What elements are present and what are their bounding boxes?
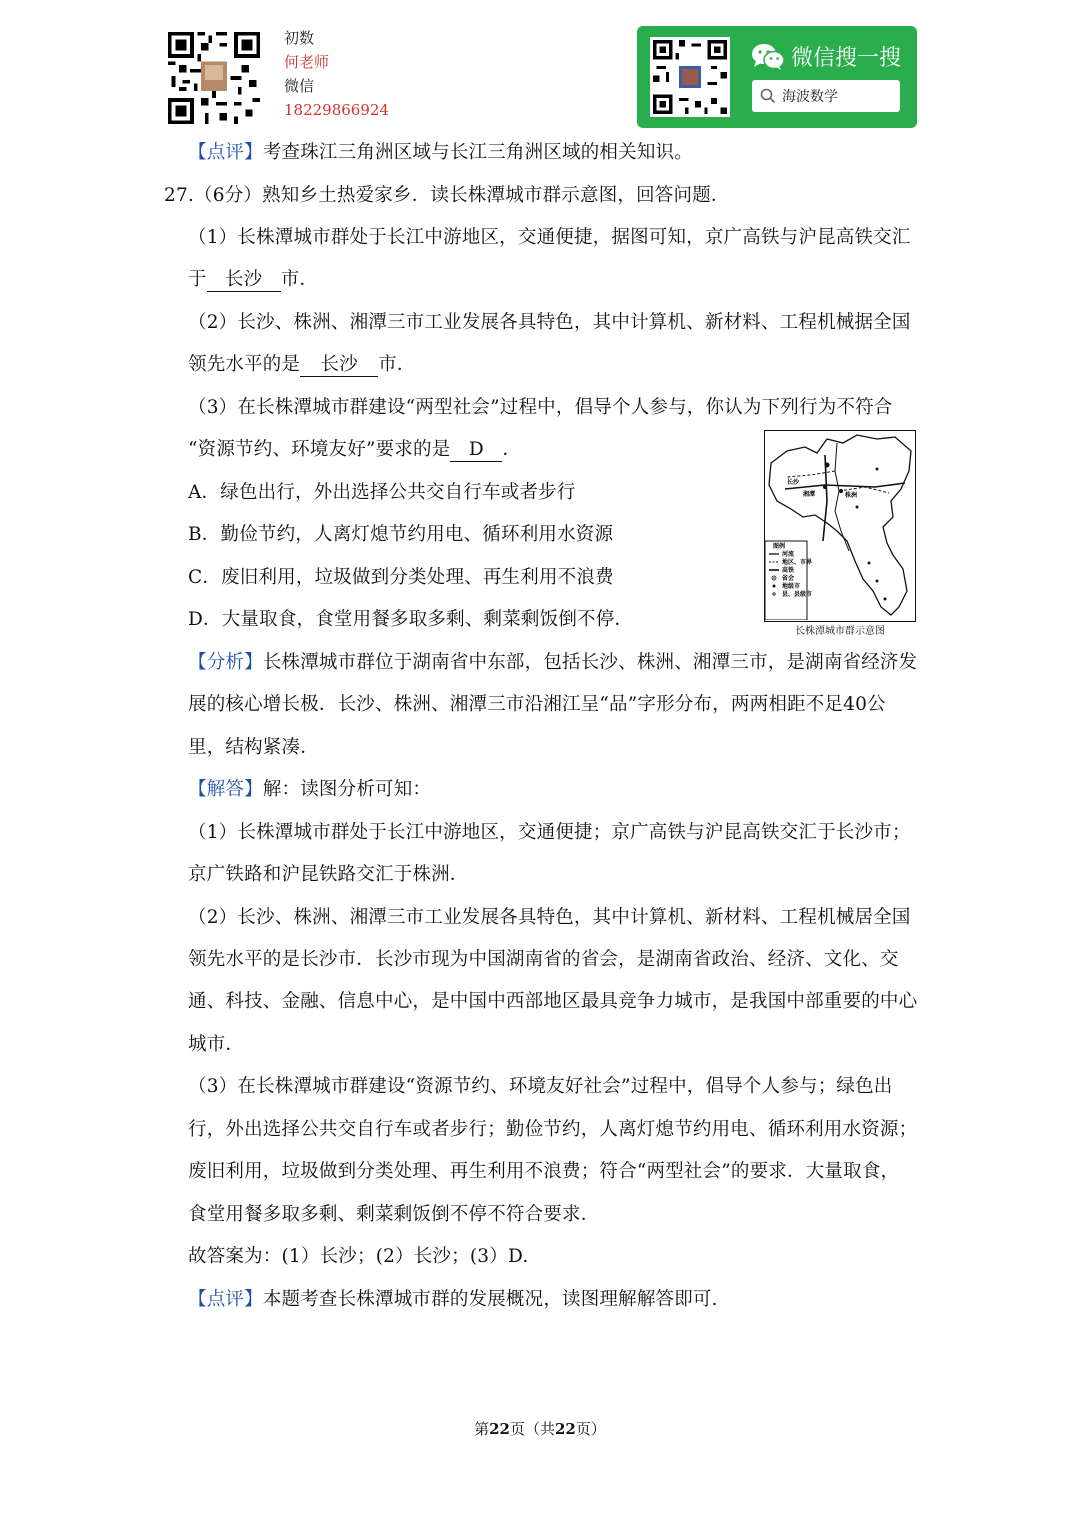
question-part-1-answer: 于 长沙 市． [188,269,319,290]
city-cluster-map [764,430,916,622]
wechat-logo-icon [751,43,785,71]
question-part-3: （3）在长株潭城市群建设“两型社会”过程中，倡导个人参与，你认为下列行为不符合 [188,397,893,418]
solution-line-7: （3）在长株潭城市群建设“资源节约、环境友好社会”过程中，倡导个人参与；绿色出 [188,1076,893,1097]
header-line-3: 微信 [284,77,315,95]
legend-title: 图例 [773,543,786,550]
final-answer: 故答案为：(1）长沙；(2）长沙；(3）D. [188,1246,529,1267]
map-label-xiangtan: 湘潭 [803,491,816,498]
legend-county: 县、县级市 [782,591,813,598]
legend-railway: 高铁 [782,567,795,574]
solution-line-9: 废旧利用，垃圾做到分类处理、再生利用不浪费；符合“两型社会”的要求．大量取食， [188,1161,900,1182]
solution-line-8: 行，外出选择公共交自行车或者步行；勤俭节约，人离灯熄节约用电、循环利用水资源； [188,1119,918,1140]
map-drawing [765,431,914,620]
header-line-1: 初数 [284,29,315,47]
solution-line-6: 城市． [188,1034,245,1055]
solution-line-10: 食堂用餐多取多剩、剩菜剩饭倒不停不符合要求． [188,1204,600,1225]
question-part-3-answer: “资源节约、环境友好”要求的是 D ． [188,439,522,460]
header-phone: 18229866924 [284,101,389,119]
question-part-2: （2）长沙、株洲、湘潭三市工业发展各具特色，其中计算机、新材料、工程机械据全国 [188,312,911,333]
solution-line-1: （1）长株潭城市群处于长江中游地区，交通便捷；京广高铁与沪昆高铁交汇于长沙市； [188,822,911,843]
option-a: A．绿色出行，外出选择公共交自行车或者步行 [188,482,576,503]
legend-capital: 省会 [782,575,795,582]
solution-line-4: 领先水平的是长沙市．长沙市现为中国湖南省的省会，是湖南省政治、经济、文化、交 [188,949,899,970]
answer-blank-1: 长沙 [207,269,281,292]
legend-prefecture: 地级市 [782,583,801,590]
header-teacher-name: 何老师 [284,53,330,71]
question-part-2-answer: 领先水平的是 长沙 市． [188,354,416,375]
map-label-zhuzhou: 株洲 [845,492,858,499]
wechat-search-text: 海波数学 [782,89,838,105]
map-label-changsha: 长沙 [787,479,800,486]
question-part-1: （1）长株潭城市群处于长江中游地区，交通便捷，据图可知，京广高铁与沪昆高铁交汇 [188,227,911,248]
analysis-line-1: 【分析】长株潭城市群位于湖南省中东部，包括长沙、株洲、湘潭三市，是湖南省经济发 [188,652,918,673]
solution-line-5: 通、科技、金融、信息中心，是中国中西部地区最具竞争力城市，是我国中部重要的中心 [188,991,918,1012]
analysis-line-3: 里，结构紧凑． [188,737,319,758]
option-c: C．废旧利用，垃圾做到分类处理、再生利用不浪费 [188,567,614,588]
analysis-line-2: 展的核心增长极．长沙、株洲、湘潭三市沿湘江呈“品”字形分布，两两相距不足40公 [188,694,886,715]
solution-header: 【解答】解：读图分析可知： [188,779,432,800]
review-line-2: 【点评】本题考查长株潭城市群的发展概况，读图理解解答即可. [188,1289,718,1310]
qr-code-left [168,32,260,124]
solution-line-3: （2）长沙、株洲、湘潭三市工业发展各具特色，其中计算机、新材料、工程机械居全国 [188,907,911,928]
wechat-search-field[interactable] [752,80,900,112]
legend-river: 河流 [782,551,795,558]
question-27-title: 27.（6分）熟知乡土热爱家乡．读长株潭城市群示意图，回答问题． [164,185,730,206]
solution-line-2: 京广铁路和沪昆铁路交汇于株洲． [188,864,469,885]
total-pages: 22 [555,1420,576,1438]
qr-code-right [650,37,730,117]
option-b: B．勤俭节约，人离灯熄节约用电、循环利用水资源 [188,524,614,545]
answer-blank-3: D [450,439,502,462]
legend-boundary: 地区、市界 [782,559,813,566]
wechat-search-banner[interactable] [637,26,917,128]
wechat-search-title: 微信搜一搜 [791,46,902,71]
map-caption: 长株潭城市群示意图 [795,626,885,637]
current-page: 22 [489,1420,510,1438]
answer-blank-2: 长沙 [300,354,378,377]
search-icon [760,88,776,104]
option-d: D．大量取食，食堂用餐多取多剩、剩菜剩饭倒不停． [188,609,634,630]
review-line-1: 【点评】考查珠江三角洲区域与长江三角洲区域的相关知识。 [188,142,693,163]
page-footer: 第22页（共22页） [474,1420,606,1438]
